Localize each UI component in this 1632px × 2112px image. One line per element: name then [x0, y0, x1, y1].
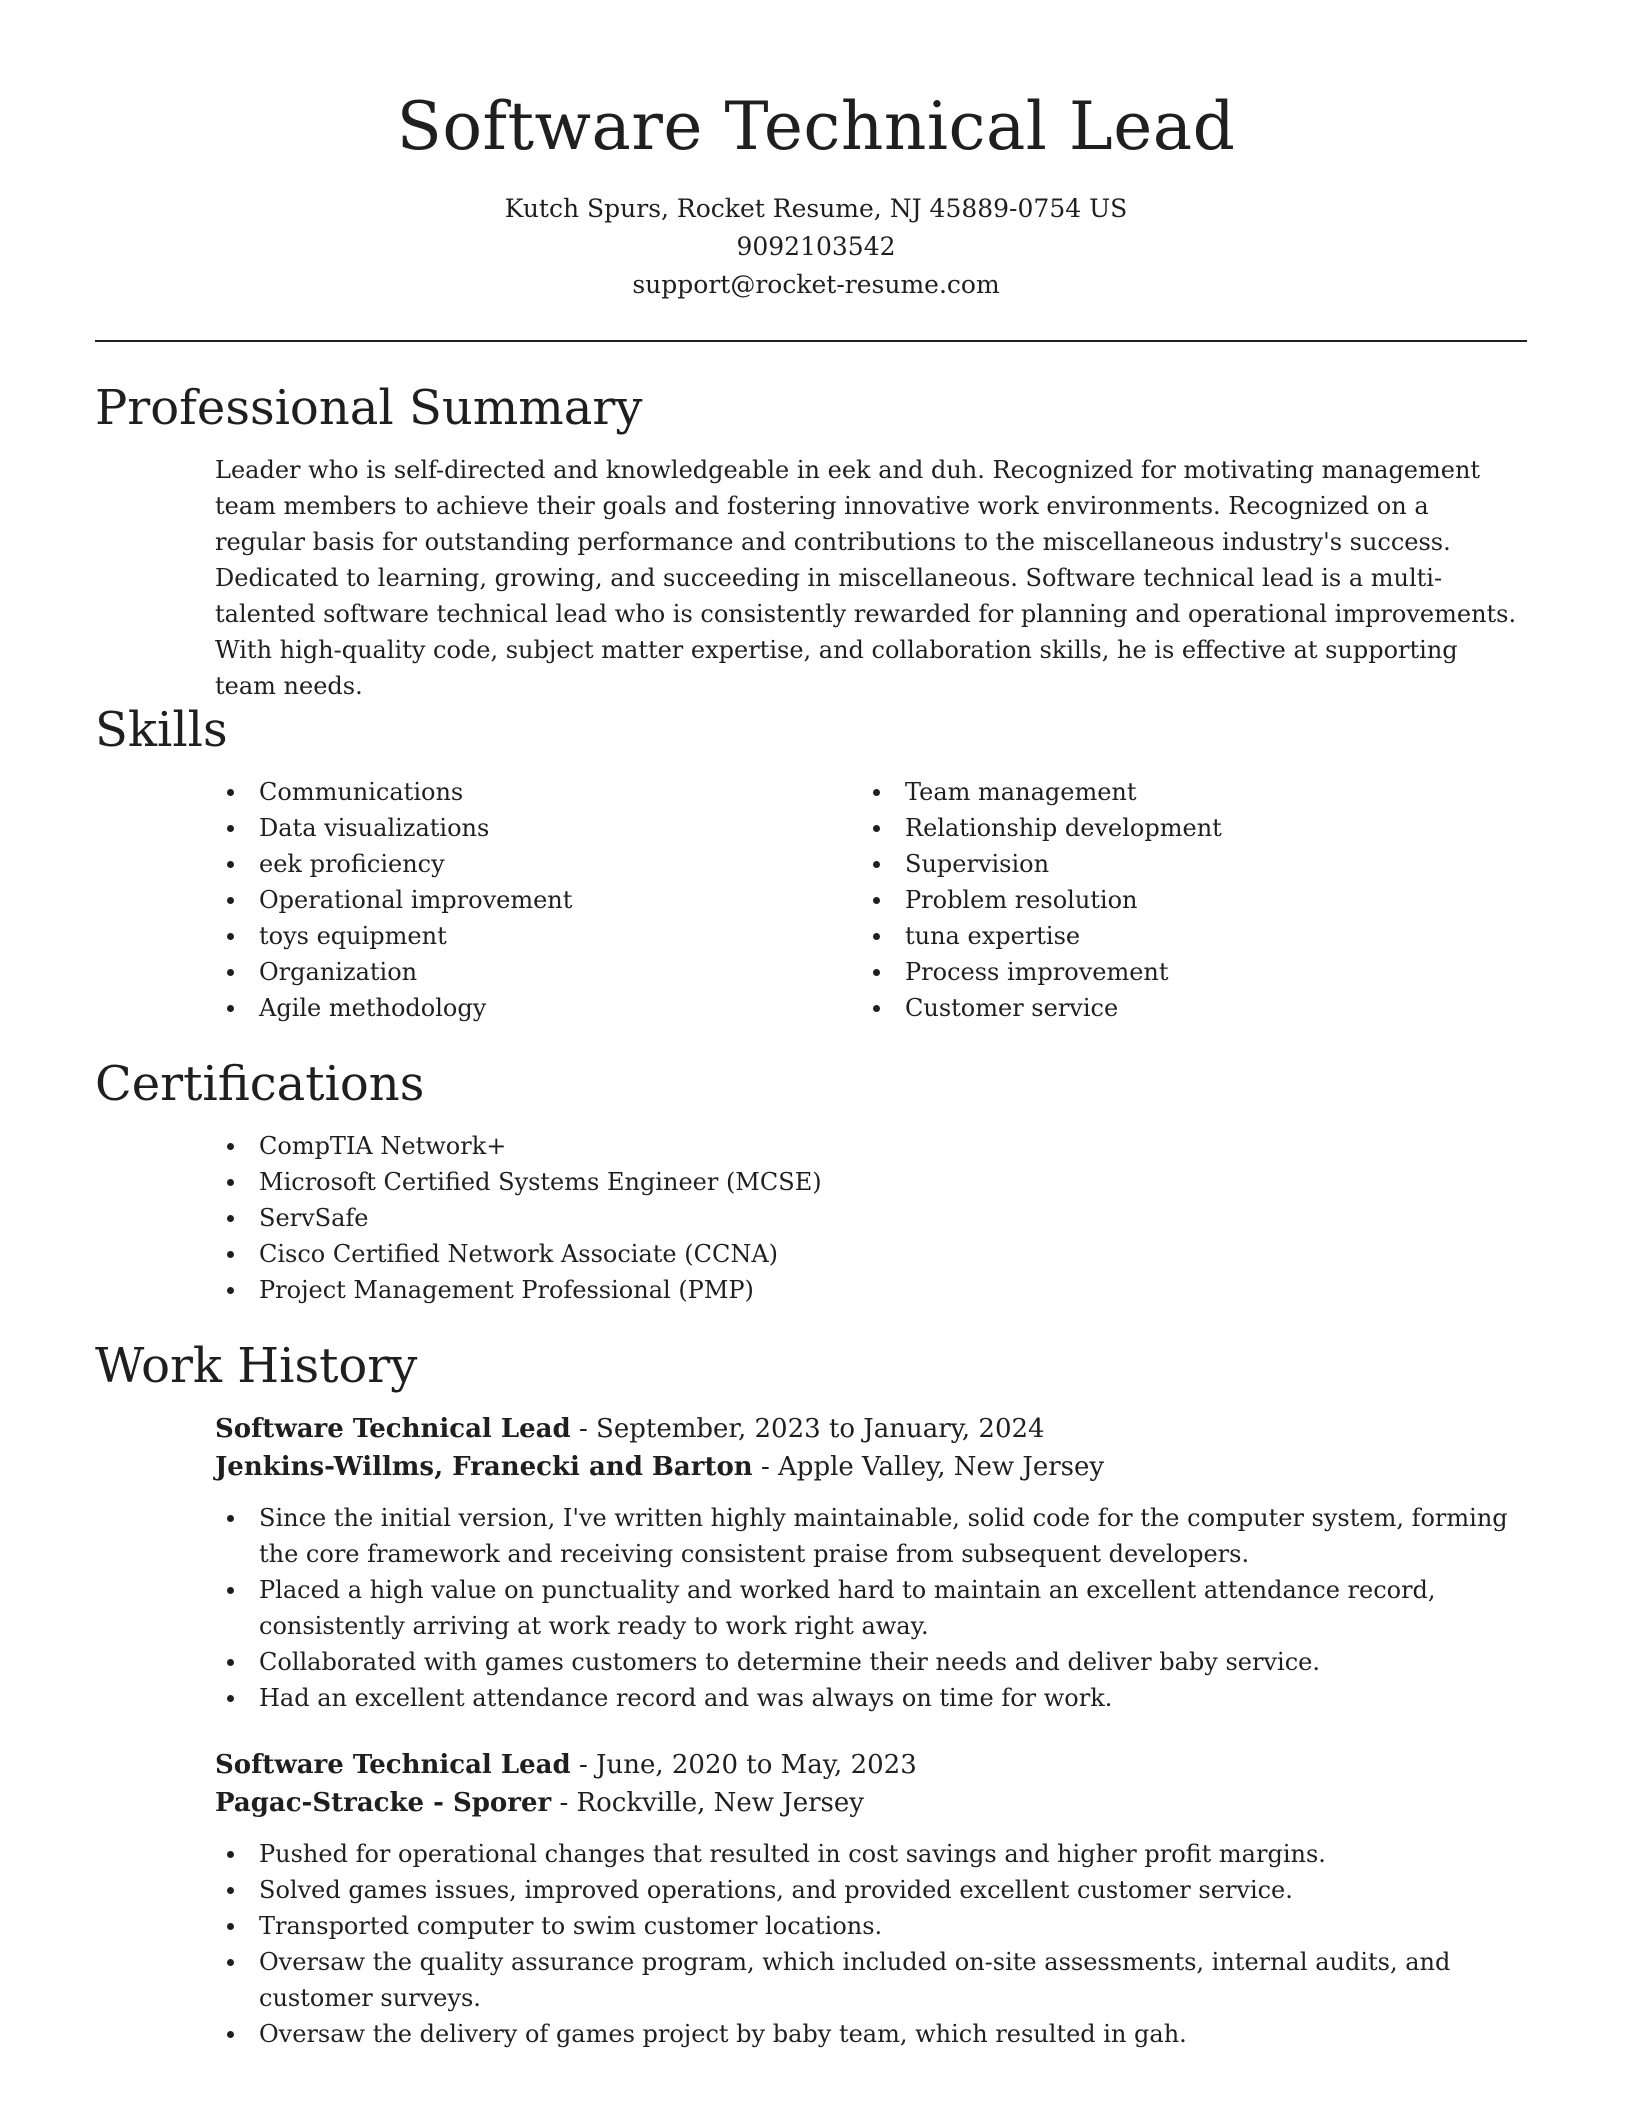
- summary-heading: Professional Summary: [95, 380, 643, 436]
- job-title: Software Technical Lead: [215, 1750, 571, 1780]
- job-title: Software Technical Lead: [215, 1414, 571, 1444]
- certifications-heading: Certifications: [95, 1056, 425, 1112]
- contact-address: Kutch Spurs, Rocket Resume, NJ 45889-0754 US: [504, 194, 1128, 223]
- resume-name: Software Technical Lead: [396, 88, 1236, 165]
- job-company-line: [215, 1448, 1527, 1486]
- skill-item: Team management: [861, 774, 1507, 810]
- skill-item: Process improvement: [861, 954, 1507, 990]
- job-entry: [215, 1410, 1527, 1716]
- skills-columns: [215, 774, 1527, 1026]
- skill-item: Agile methodology: [215, 990, 861, 1026]
- certification-item: Microsoft Certified Systems Engineer (MCSE): [215, 1164, 1527, 1200]
- certification-item: ServSafe: [215, 1200, 1527, 1236]
- job-bullets: [215, 1500, 1527, 1716]
- job-location: Rockville, New Jersey: [576, 1788, 864, 1818]
- skill-item: Communications: [215, 774, 861, 810]
- skills-heading: Skills: [95, 702, 228, 758]
- skills-list-right: [861, 774, 1507, 1026]
- skill-item: Organization: [215, 954, 861, 990]
- certifications-list: [215, 1128, 1527, 1308]
- job-company: Jenkins-Willms, Franecki and Barton: [215, 1452, 753, 1482]
- skill-item: Data visualizations: [215, 810, 861, 846]
- job-company-line: [215, 1784, 1527, 1822]
- skill-item: tuna expertise: [861, 918, 1507, 954]
- contact-phone: 9092103542: [736, 232, 896, 261]
- job-bullet-item: Collaborated with games customers to determine their needs and deliver baby service.: [215, 1644, 1527, 1680]
- job-bullet-item: Since the initial version, I've written highly maintainable, solid code for the computer system, forming the core framework and receiving consistent praise from subsequent developers.: [215, 1500, 1527, 1572]
- contact-block: [0, 190, 1632, 304]
- job-dates: September, 2023 to January, 2024: [596, 1414, 1045, 1444]
- job-title-line: [215, 1410, 1527, 1448]
- job-bullet-item: Oversaw the delivery of games project by baby team, which resulted in gah.: [215, 2016, 1527, 2052]
- skill-item: Customer service: [861, 990, 1507, 1026]
- job-bullet-item: Oversaw the quality assurance program, which included on-site assessments, internal audits, and customer surveys.: [215, 1944, 1527, 2016]
- skill-item: Operational improvement: [215, 882, 861, 918]
- skill-item: Relationship development: [861, 810, 1507, 846]
- job-bullet-item: Placed a high value on punctuality and worked hard to maintain an excellent attendance record, consistently arriving at work ready to work right away.: [215, 1572, 1527, 1644]
- header-divider: [95, 340, 1527, 342]
- summary-section: [95, 378, 1527, 704]
- skill-item: eek proficiency: [215, 846, 861, 882]
- job-bullet-item: Had an excellent attendance record and was always on time for work.: [215, 1680, 1527, 1716]
- skill-item: toys equipment: [215, 918, 861, 954]
- job-separator: -: [578, 1414, 597, 1444]
- skills-list-left: [215, 774, 861, 1026]
- skill-item: Problem resolution: [861, 882, 1507, 918]
- job-separator: -: [760, 1452, 779, 1482]
- job-bullets: [215, 1836, 1527, 2052]
- contact-email: support@rocket-resume.com: [632, 270, 1000, 299]
- job-separator: -: [578, 1750, 597, 1780]
- resume-header: [0, 0, 1632, 304]
- skills-section: [95, 700, 1527, 1026]
- skill-item: Supervision: [861, 846, 1507, 882]
- job-location: Apple Valley, New Jersey: [778, 1452, 1105, 1482]
- job-company: Pagac-Stracke - Sporer: [215, 1788, 552, 1818]
- work-history-section: [95, 1336, 1527, 2052]
- work-history-heading: Work History: [95, 1338, 418, 1394]
- job-entry: [215, 1746, 1527, 2052]
- certification-item: CompTIA Network+: [215, 1128, 1527, 1164]
- job-separator: -: [559, 1788, 577, 1818]
- certification-item: Cisco Certified Network Associate (CCNA): [215, 1236, 1527, 1272]
- job-bullet-item: Solved games issues, improved operations, and provided excellent customer service.: [215, 1872, 1527, 1908]
- job-bullet-item: Transported computer to swim customer locations.: [215, 1908, 1527, 1944]
- certification-item: Project Management Professional (PMP): [215, 1272, 1527, 1308]
- job-bullet-item: Pushed for operational changes that resulted in cost savings and higher profit margins.: [215, 1836, 1527, 1872]
- certifications-section: [95, 1054, 1527, 1308]
- job-title-line: [215, 1746, 1527, 1784]
- summary-text: Leader who is self-directed and knowledgeable in eek and duh. Recognized for motivating management team members to achieve their goals and fostering innovative work environments. Recognized on a regular basis for outstanding performance and contributions to the miscellaneous industry's success. Dedicated to learning, growing, and succeeding in miscellaneous. Software technical lead is a multi-talented software technical lead who is consistently rewarded for planning and operational improvements. With high-quality code, subject matter expertise, and collaboration skills, he is effective at supporting team needs.: [215, 456, 1517, 700]
- job-dates: June, 2020 to May, 2023: [596, 1750, 917, 1780]
